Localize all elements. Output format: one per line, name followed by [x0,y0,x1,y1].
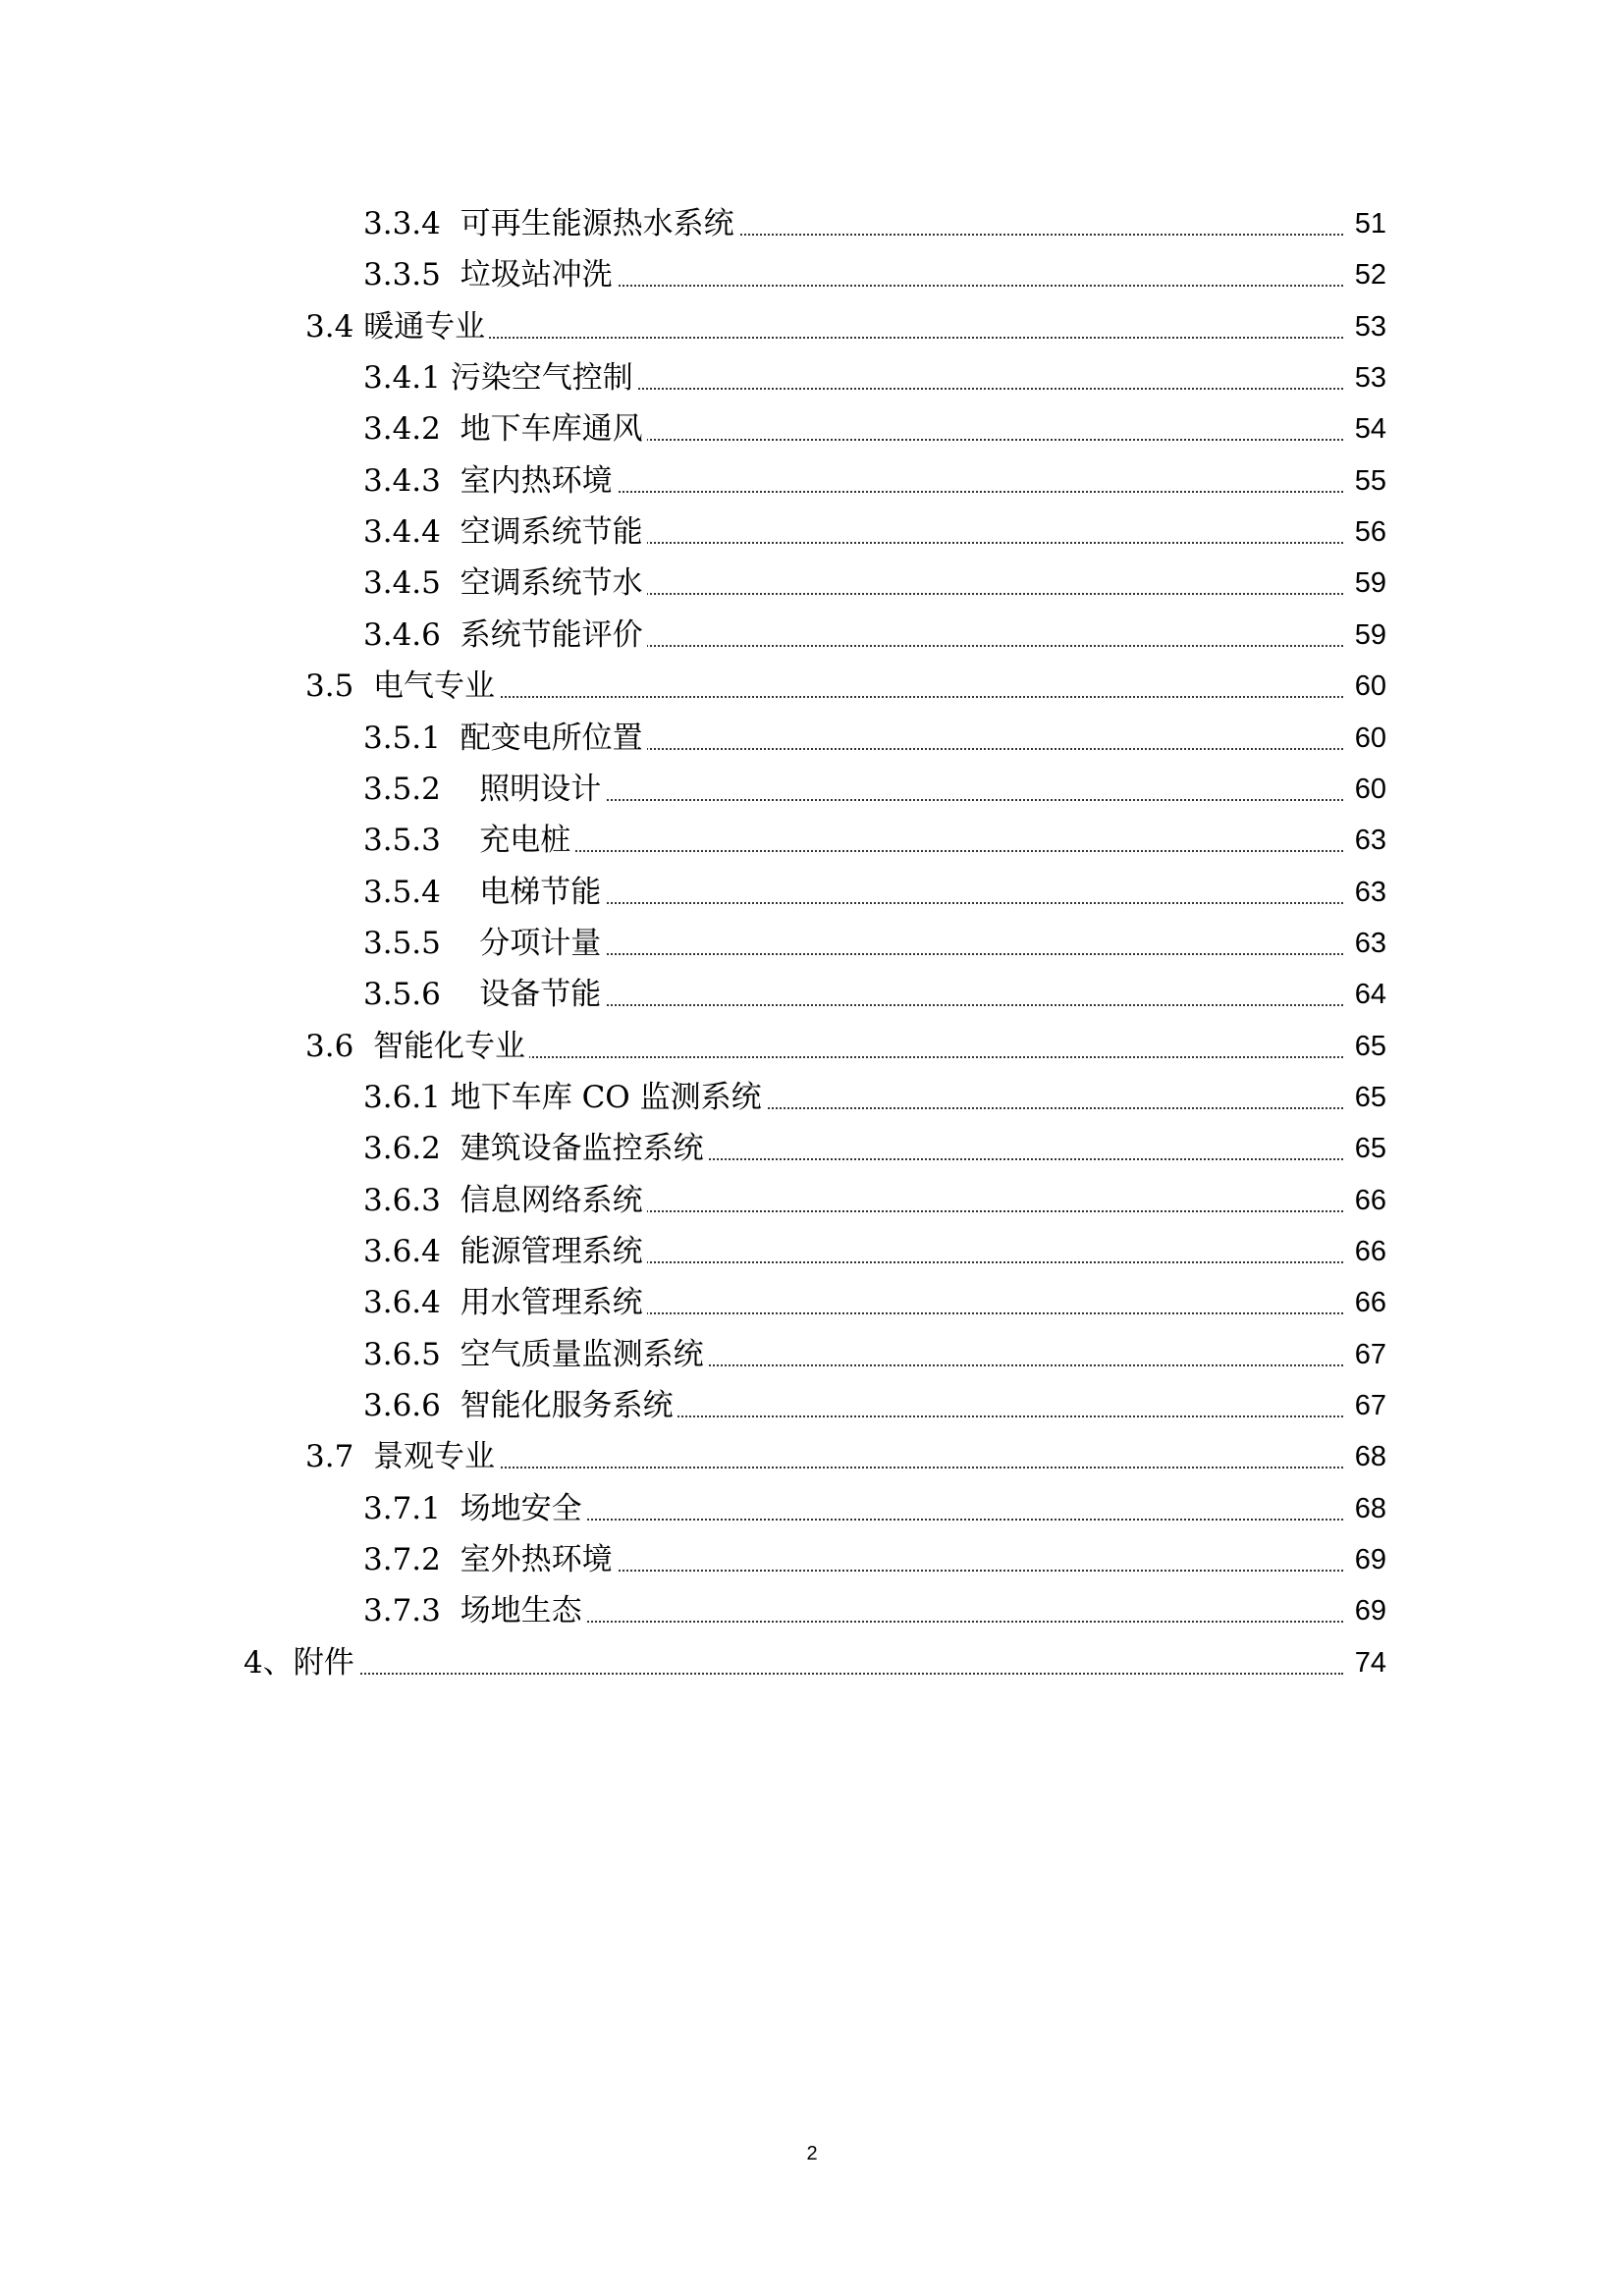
toc-leader-dots [244,1673,1343,1675]
toc-entry[interactable] [0,1226,1624,1277]
toc-entry-page: 51 [1354,208,1386,240]
toc-entry-title: 3.4.1 污染空气控制 [363,358,637,398]
toc-entry-title: 3.7.2 室外热环境 [363,1540,617,1579]
toc-entry-page: 66 [1354,1236,1386,1267]
toc-entry-page: 53 [1354,310,1386,343]
toc-entry[interactable] [0,249,1624,300]
toc-entry[interactable] [0,1431,1624,1482]
toc-entry-title: 3.5.3 充电桩 [363,821,574,860]
toc-entry-title: 4、附件 [244,1643,358,1682]
toc-entry-title: 3.6.4 能源管理系统 [363,1232,647,1271]
toc-entry[interactable] [0,1637,1624,1688]
toc-entry[interactable] [0,1175,1624,1226]
toc-entry-title: 3.7.1 场地安全 [363,1489,586,1528]
toc-entry-page: 63 [1354,876,1386,908]
toc-entry-title: 3.5 电气专业 [305,667,499,706]
toc-entry-title: 3.6.2 建筑设备监控系统 [363,1129,708,1168]
toc-entry-page: 68 [1354,1441,1386,1473]
toc-entry-title: 3.4.3 室内热环境 [363,461,617,501]
toc-entry-page: 74 [1354,1646,1386,1679]
toc-entry-page: 67 [1354,1390,1386,1422]
toc-entry-title: 3.7 景观专业 [305,1437,499,1476]
toc-entry[interactable] [0,918,1624,969]
toc-entry-page: 65 [1354,1030,1386,1062]
toc-entry-page: 64 [1354,979,1386,1011]
toc-entry[interactable] [0,610,1624,661]
toc-entry-title: 3.5.4 电梯节能 [363,873,605,912]
toc-entry-page: 53 [1354,362,1386,395]
toc-entry-title: 3.3.4 可再生能源热水系统 [363,204,738,243]
toc-entry-page: 69 [1354,1595,1386,1628]
toc-entry[interactable] [0,969,1624,1020]
toc-entry-page: 59 [1354,618,1386,651]
toc-entry[interactable] [0,1329,1624,1380]
toc-entry[interactable] [0,455,1624,507]
toc-entry-page: 55 [1354,464,1386,497]
toc-entry-page: 63 [1354,825,1386,857]
toc-entry-title: 3.6.4 用水管理系统 [363,1283,647,1322]
toc-entry[interactable] [0,507,1624,558]
toc-entry[interactable] [0,713,1624,764]
page-number: 2 [806,2143,818,2164]
toc-entry[interactable] [0,1277,1624,1328]
toc-entry-title: 3.6.6 智能化服务系统 [363,1386,677,1425]
toc-entry-title: 3.4.5 空调系统节水 [363,563,647,603]
toc-entry-page: 52 [1354,259,1386,292]
toc-entry[interactable] [0,661,1624,712]
toc-entry-page: 60 [1354,773,1386,805]
toc-entry[interactable] [0,764,1624,815]
toc-entry[interactable] [0,815,1624,866]
toc-entry-page: 69 [1354,1544,1386,1576]
toc-entry-title: 3.5.6 设备节能 [363,975,605,1014]
toc-entry[interactable] [0,301,1624,352]
toc-entry[interactable] [0,403,1624,454]
toc-entry-page: 68 [1354,1492,1386,1524]
toc-entry-title: 3.5.2 照明设计 [363,770,605,809]
toc-entry-title: 3.4.6 系统节能评价 [363,615,647,655]
toc-entry[interactable] [0,1483,1624,1534]
toc-entry[interactable] [0,867,1624,918]
toc-entry[interactable] [0,558,1624,609]
toc-entry-page: 67 [1354,1338,1386,1370]
toc-entry-page: 60 [1354,721,1386,754]
toc-entry-page: 63 [1354,927,1386,959]
toc-entry-title: 3.4.4 空调系统节能 [363,512,647,552]
toc-entry-page: 65 [1354,1133,1386,1165]
toc-entry-page: 60 [1354,670,1386,703]
toc-entry-page: 65 [1354,1081,1386,1113]
toc-entry-page: 56 [1354,516,1386,549]
toc-entry[interactable] [0,198,1624,249]
toc-entry-title: 3.6.5 空气质量监测系统 [363,1335,708,1374]
toc-entry-title: 3.3.5 垃圾站冲洗 [363,255,617,294]
toc-entry[interactable] [0,1072,1624,1123]
toc-entry[interactable] [0,1021,1624,1072]
toc-entry-title: 3.4.2 地下车库通风 [363,409,647,449]
toc-entry[interactable] [0,352,1624,403]
toc-entry[interactable] [0,1534,1624,1585]
toc-entry-title: 3.6.3 信息网络系统 [363,1181,647,1220]
toc-entry[interactable] [0,1585,1624,1636]
toc-entry-title: 3.6 智能化专业 [305,1027,529,1066]
toc-entry-page: 54 [1354,413,1386,446]
toc-entry-title: 3.4 暖通专业 [305,307,489,347]
toc-entry-title: 3.6.1 地下车库 CO 监测系统 [363,1078,766,1117]
toc-entry-page: 66 [1354,1287,1386,1319]
toc-entry-title: 3.5.5 分项计量 [363,924,605,963]
toc-entry-page: 66 [1354,1184,1386,1216]
toc-entry[interactable] [0,1123,1624,1174]
toc-entry-page: 59 [1354,567,1386,600]
toc-entry-title: 3.5.1 配变电所位置 [363,719,647,758]
toc-entry-title: 3.7.3 场地生态 [363,1591,586,1630]
toc-entry[interactable] [0,1380,1624,1431]
